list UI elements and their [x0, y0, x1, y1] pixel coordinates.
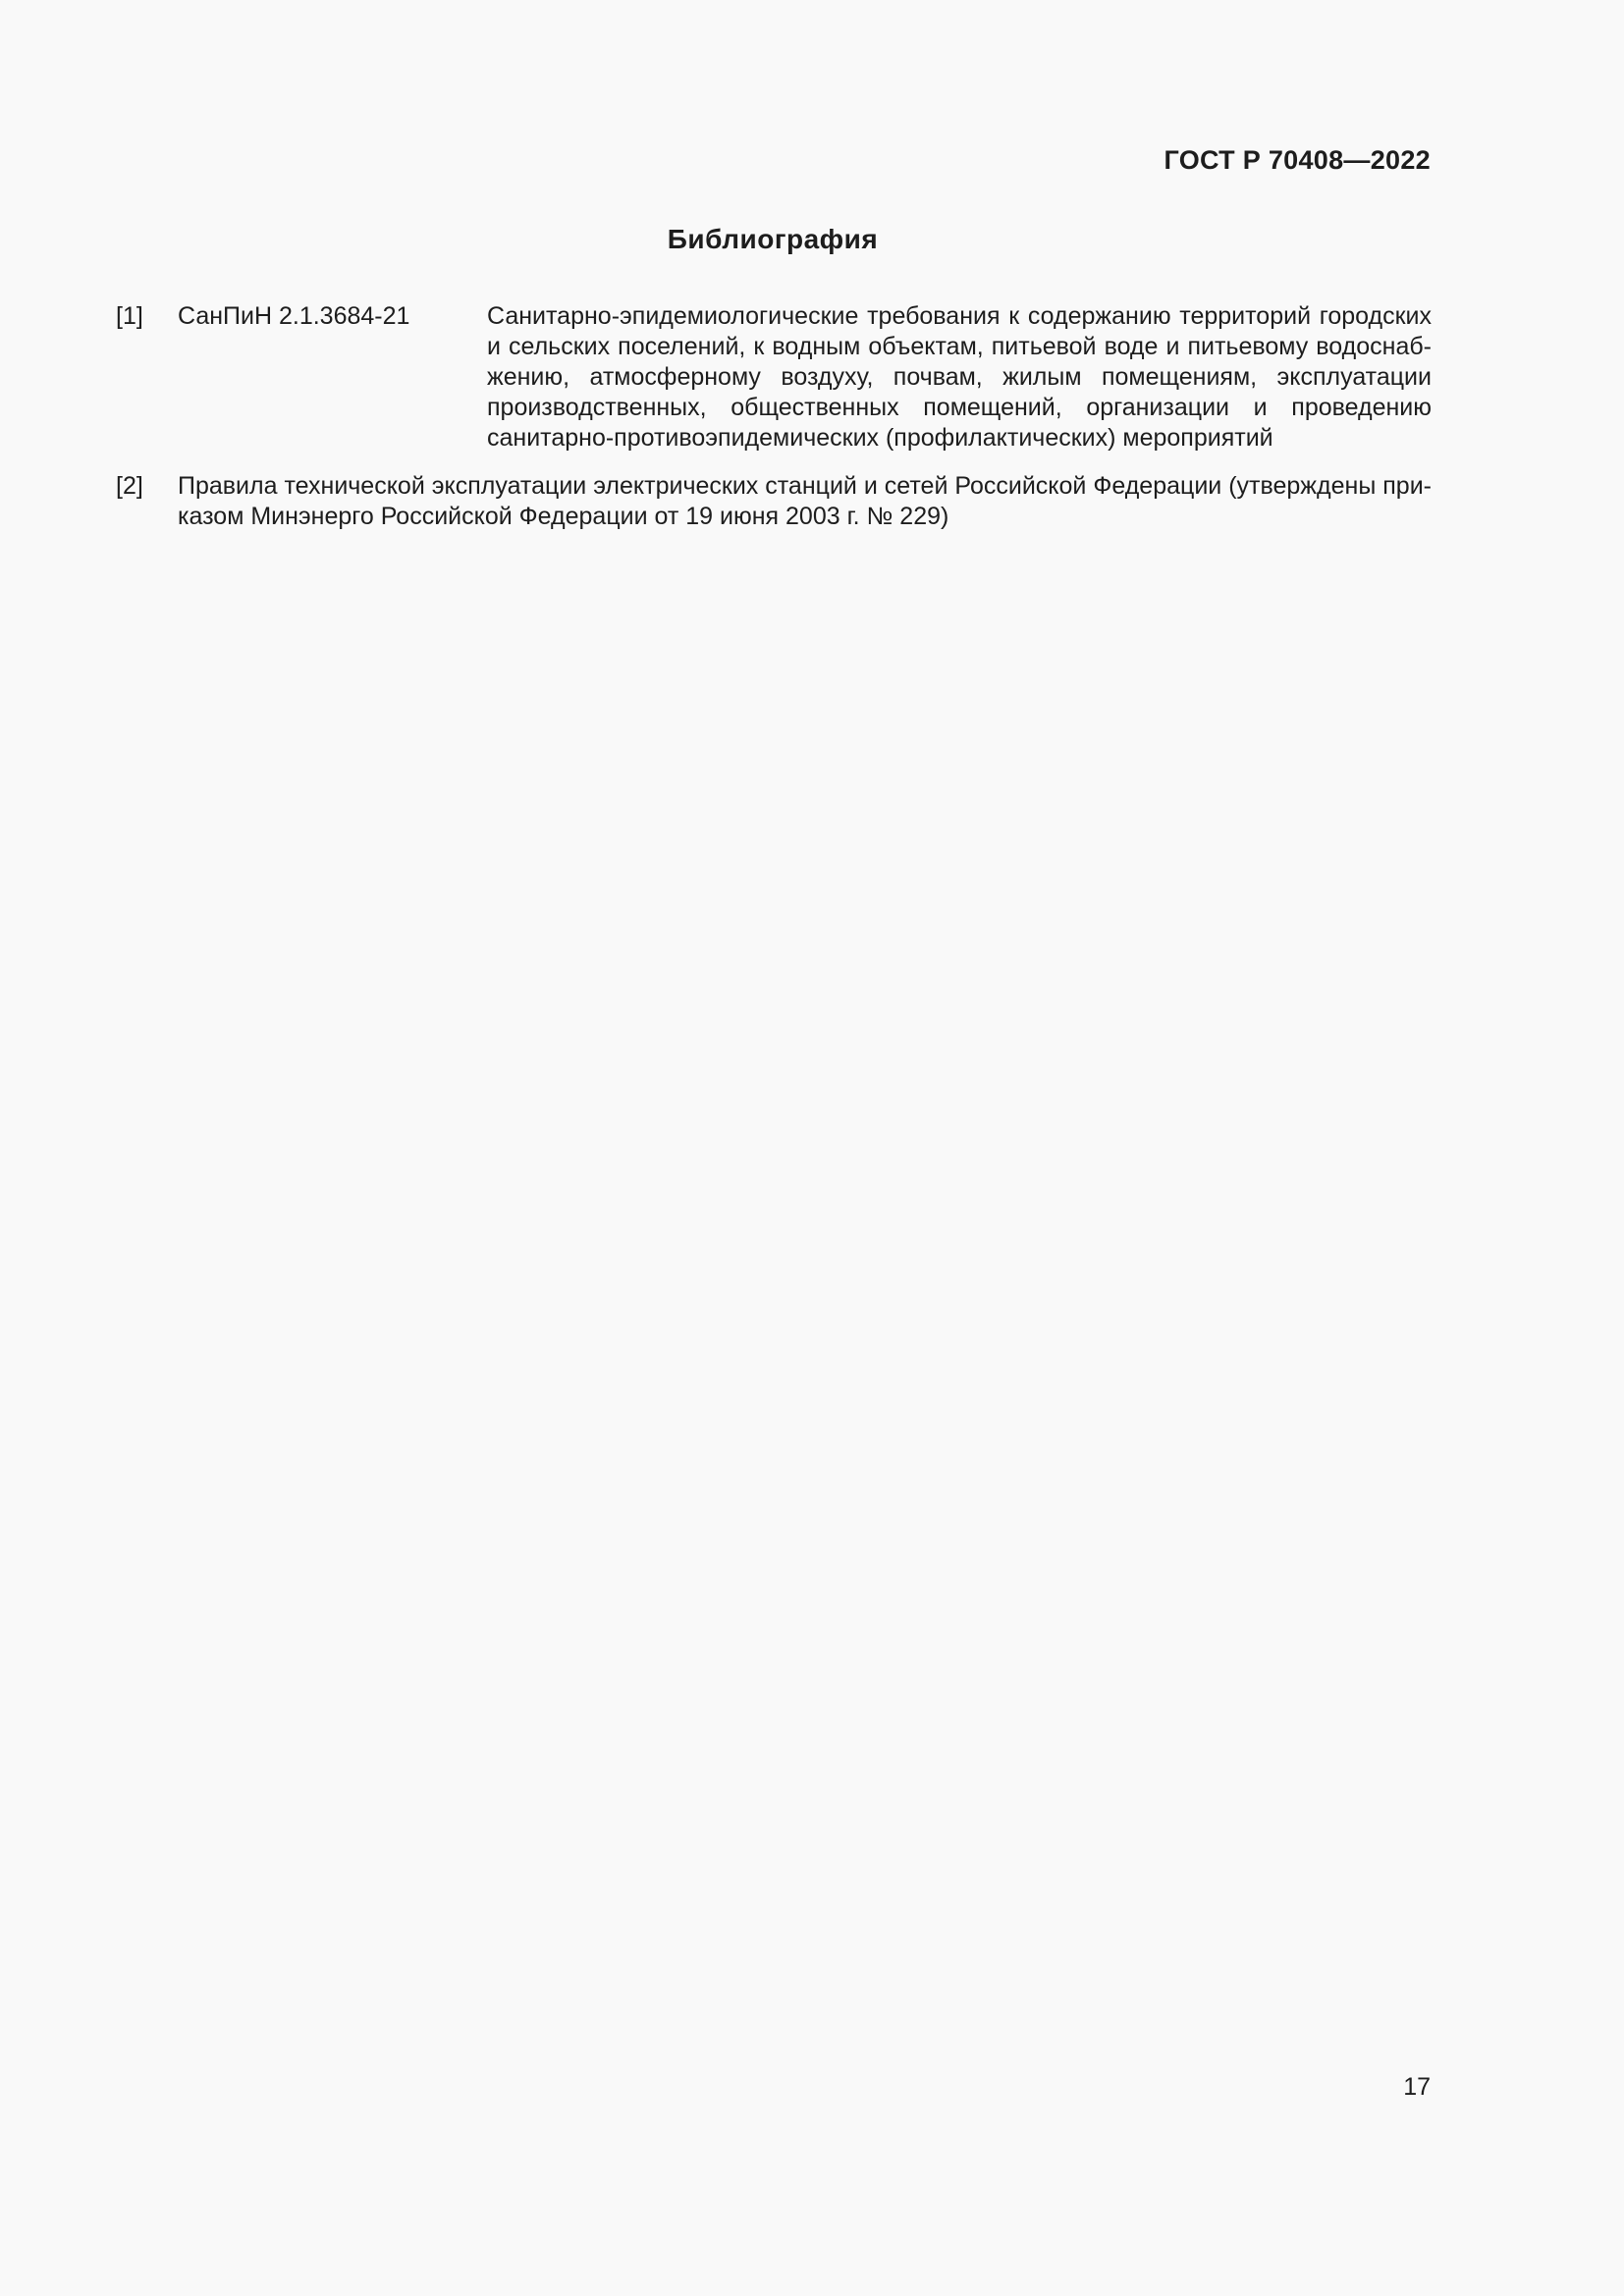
- document-id: ГОСТ Р 70408—2022: [1164, 145, 1431, 175]
- entry-number: [2]: [116, 472, 143, 500]
- entry-description: Правила технической эксплуатации электрических станций и сетей Российской Федерации (утверждены приказом Минэнерго Российской Федерации от 19 июня 2003 г. № 229): [178, 472, 1432, 530]
- bibliography-entry: [116, 301, 1432, 458]
- entry-code: СанПиН 2.1.3684-21: [178, 302, 410, 330]
- section-title: Библиография: [667, 224, 879, 254]
- bibliography-entry: [116, 471, 1432, 540]
- entry-description: Санитарно-эпидемиологические требования к содержанию территорий городских и сельских поселений, к водным объектам, питьевой воде и питьевому водоснабжению, атмосферному воздуху, почвам, жилым помещениям, эксплуатации производственных, общественных помещений, организации и проведению санитарно-противоэпидемических (профилактических) мероприятий: [487, 302, 1432, 452]
- page-number: 17: [1403, 2073, 1431, 2101]
- entry-number: [1]: [116, 302, 143, 330]
